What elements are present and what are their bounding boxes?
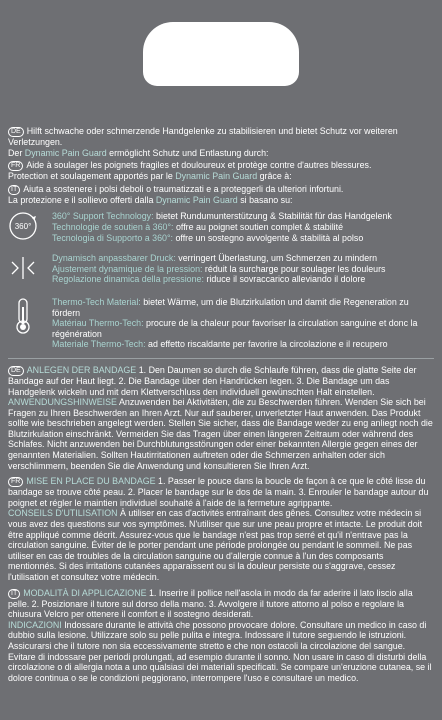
instructions-fr: FR MISE EN PLACE DU BANDAGE 1. Passer le pouce dans la boucle de façon à ce que le côté lisse du bandage se trouve côté peau. 2. Placer le bandage sur le dos de la main. 3. Enrouler le bandage autour du poignet et régler le maintien individuel souhaité à l'aide de la fermeture agrippante. CONSEILS D'UTILISATION À utiliser en cas d'activités entraînant des gênes. Consultez votre médecin si vous avez des questions sur vos symptômes. N'utiliser que sur une peau propre et intacte. Le produit doit être appliqué comme décrit. Assurez-vous que le bandage n'est pas trop serré et qu'il n'entrave pas la circulation sanguine. Éviter de le porter pendant une période prolongée ou pendant le sommeil. Ne pas utiliser en cas de troubles de la circulation sanguine ou d'allergie connue à l'un des composants mentionnés. Si des irritations cutanées apparaissent ou si la douleur persiste ou s'aggrave, cessez l'utilisation et consultez votre médecin. xyxy=(8,476,429,582)
brand-name: Dynamic Pain Guard xyxy=(24,147,107,158)
hang-tab xyxy=(143,22,299,86)
thermometer-icon xyxy=(8,297,38,335)
intro-de: DE Hilft schwache oder schmerzende Handgelenke zu stabilisieren und bietet Schutz vor weiteren Verletzungen. Der Dynamic Pain Guard ermöglicht Schutz und Entlastung durch: xyxy=(8,126,398,158)
intro-fr: FR Aide à soulager les poignets fragiles et douloureux et protège contre d'autres blessures. Protection et soulagement apportés par le Dynamic Pain Guard grâce à: xyxy=(8,160,372,182)
pressure-adjust-icon xyxy=(8,253,38,283)
instructions-it: IT MODALITÀ DI APPLICAZIONE 1. Inserire il pollice nell'asola in modo da far aderire il lato liscio alla pelle. 2. Posizionare il tutore sul dorso della mano. 3. Avvolgere il tutore attorno al polso e regolare la chiusura Velcro per ottenere il comfort e il sostegno desiderati. INDICAZIONI Indossare durante le attività che possono provocare dolore. Consultare un medico in caso di dubbio sulla lesione. Utilizzare solo su pelle pulita e integra. Indossare il tutore seguendo le istruzioni. Assicurarsi che il tutore non sia eccessivamente stretto e che non ostacoli la circolazione del sangue. Evitare di indossare per periodi prolungati, ad esempio durante il sonno. Non usare in caso di disturbi della circolazione o di allergia nota a uno qualsiasi dei materiali specificati. Se compare un'eruzione cutanea, se il dolore continua o se le condizioni peggiorano, interrompere l'uso e consultare un medico. xyxy=(8,587,432,683)
lang-badge-it: IT xyxy=(8,185,20,195)
lang-badge-de: DE xyxy=(8,127,24,137)
feature-pressure: Dynamisch anpassbarer Druck: verringert Überlastung, um Schmerzen zu mindern Ajustement dynamique de la pression: réduit la surcharge pour soulager les douleurs Regolazione dinamica della pressione: riduce il sovraccarico alleviando il dolore xyxy=(8,253,434,285)
lang-badge-it: IT xyxy=(8,589,20,599)
package-back-text xyxy=(8,126,434,683)
lang-badge-fr: FR xyxy=(8,161,23,171)
brand-name: Dynamic Pain Guard xyxy=(175,171,258,182)
feature-thermo-tech: Thermo-Tech Material: bietet Wärme, um die Blutzirkulation und damit die Regeneration zu fördern Matériau Thermo-Tech: procure de la chaleur pour favoriser la circulation sanguine et donc la régénération Materiale Thermo-Tech: ad effetto riscaldante per favorire la circolazione e il recupero xyxy=(8,297,434,350)
svg-text:360°: 360° xyxy=(14,222,32,232)
intro-it: IT Aiuta a sostenere i polsi deboli o traumatizzati e a proteggerli da ulteriori infortuni. La protezione e il sollievo offerti dalla Dynamic Pain Guard si basano su: xyxy=(8,183,344,205)
feature-360-support: 360° 360° Support Technology: bietet Rundumunterstützung & Stabilität für das Handgelenk Technologie de soutien à 360°: offre au poignet soutien complet & stabilité Tecnologia di Supporto a 360°: offre un sostegno avvolgente & stabilità al polso xyxy=(8,211,434,243)
brand-name: Dynamic Pain Guard xyxy=(155,194,238,205)
instructions-de: DE ANLEGEN DER BANDAGE 1. Den Daumen so durch die Schlaufe führen, dass die glatte Seite der Bandage auf der Haut liegt. 2. Die Bandage über den Handrücken legen. 3. Die Bandage um das Handgelenk wickeln und mit dem Klettverschluss den individuell gewünschten Halt einstellen. ANWENDUNGSHINWEISE Anzuwenden bei Aktivitäten, die zu Beschwerden führen. Wenden Sie sich bei Fragen zu Ihren Beschwerden an Ihren Arzt. Nur auf sauberer, unverletzter Haut anwenden. Das Produkt sollte wie beschrieben angelegt werden. Stellen Sie sicher, dass die Bandage weder zu eng anliegt noch die Blutzirkulation einschränkt. Vermeiden Sie das Tragen über einen längeren Zeitraum oder während des Schlafes. Nicht anzuwenden bei Durchblutungsstörungen oder einer bekannten Allergie gegen eines der genannten Materialien. Sollten Hautirritationen auftreten oder die Schmerzen anhalten oder sich verschlimmern, beenden Sie die Anwendung und konsultieren Sie Ihren Arzt. xyxy=(8,364,433,471)
lang-badge-fr: FR xyxy=(8,477,23,487)
360-support-icon xyxy=(8,211,38,241)
lang-badge-de: DE xyxy=(8,366,24,376)
section-divider xyxy=(8,358,434,359)
